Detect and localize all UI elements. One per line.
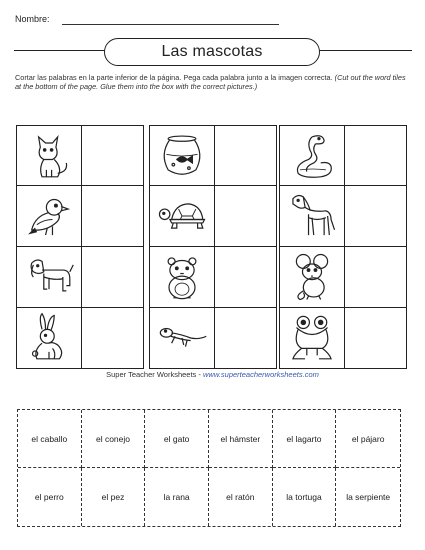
- frog-icon: [285, 312, 339, 364]
- name-label: Nombre:: [15, 14, 50, 24]
- picture-cell: [17, 186, 82, 246]
- word-tile[interactable]: el caballo: [18, 410, 82, 468]
- answer-box[interactable]: [82, 186, 143, 246]
- answer-box[interactable]: [215, 186, 276, 246]
- picture-cell: [17, 126, 82, 185]
- grid-row: [149, 308, 277, 369]
- answer-box[interactable]: [345, 247, 406, 307]
- footer-text: Super Teacher Worksheets -: [106, 370, 203, 379]
- word-tile[interactable]: el hámster: [209, 410, 273, 468]
- footer-url[interactable]: www.superteacherworksheets.com: [202, 370, 319, 379]
- answer-box[interactable]: [215, 247, 276, 307]
- picture-grid-3: [279, 125, 407, 369]
- picture-cell: [280, 247, 345, 307]
- word-tile[interactable]: el pez: [82, 468, 146, 526]
- grid-row: [16, 186, 144, 247]
- picture-cell: [17, 247, 82, 307]
- horse-icon: [285, 190, 339, 242]
- word-tile[interactable]: la serpiente: [346, 492, 391, 502]
- answer-box[interactable]: [215, 126, 276, 185]
- picture-cell: [17, 308, 82, 368]
- cat-icon: [22, 130, 76, 182]
- word-tile[interactable]: la rana: [145, 468, 209, 526]
- picture-grid-1: [16, 125, 144, 369]
- picture-cell: [280, 186, 345, 246]
- answer-box[interactable]: [345, 186, 406, 246]
- hamster-icon: [155, 251, 209, 303]
- word-tile[interactable]: la tortuga: [273, 468, 337, 526]
- grid-row: [149, 186, 277, 247]
- answer-box[interactable]: [82, 247, 143, 307]
- word-tile[interactable]: el ratón: [209, 468, 273, 526]
- grid-row: [279, 308, 407, 369]
- picture-cell: [150, 186, 215, 246]
- turtle-icon: [155, 190, 209, 242]
- grid-row: [149, 125, 277, 186]
- picture-grid-2: [149, 125, 277, 369]
- instructions-spanish: Cortar las palabras en la parte inferior de la página. Pega cada palabra junto a la imagen correcta.: [15, 73, 333, 82]
- grid-row: [16, 308, 144, 369]
- rabbit-icon: [22, 312, 76, 364]
- grid-row: [279, 125, 407, 186]
- lizard-icon: [155, 312, 209, 364]
- snake-icon: [285, 130, 339, 182]
- picture-cell: [150, 126, 215, 185]
- word-tiles: [17, 409, 401, 527]
- grid-row: [149, 247, 277, 308]
- picture-cell: [280, 126, 345, 185]
- word-tile[interactable]: el perro: [18, 468, 82, 526]
- word-tile[interactable]: el conejo: [82, 410, 146, 468]
- answer-box[interactable]: [345, 126, 406, 185]
- mouse-icon: [285, 251, 339, 303]
- word-tile[interactable]: el lagarto: [273, 410, 337, 468]
- answer-box[interactable]: [82, 308, 143, 368]
- word-tile[interactable]: el gato: [145, 410, 209, 468]
- grid-row: [279, 247, 407, 308]
- answer-box[interactable]: [82, 126, 143, 185]
- word-tile[interactable]: el pájaro: [336, 410, 400, 468]
- name-line[interactable]: [62, 24, 279, 25]
- page-title: Las mascotas: [104, 38, 320, 66]
- goldfish-bowl-icon: [155, 130, 209, 182]
- dog-icon: [22, 251, 76, 303]
- grid-row: [16, 247, 144, 308]
- picture-cell: [280, 308, 345, 368]
- picture-cell: [150, 308, 215, 368]
- picture-cell: [150, 247, 215, 307]
- grid-row: [279, 186, 407, 247]
- answer-box[interactable]: [345, 308, 406, 368]
- grid-row: [16, 125, 144, 186]
- footer: [0, 370, 425, 379]
- answer-box[interactable]: [215, 308, 276, 368]
- instructions: [15, 73, 410, 91]
- bird-icon: [22, 190, 76, 242]
- instructions-english: (Cut out the word tiles at the bottom of the page. Glue them into the box with the correct pictures.): [15, 73, 406, 91]
